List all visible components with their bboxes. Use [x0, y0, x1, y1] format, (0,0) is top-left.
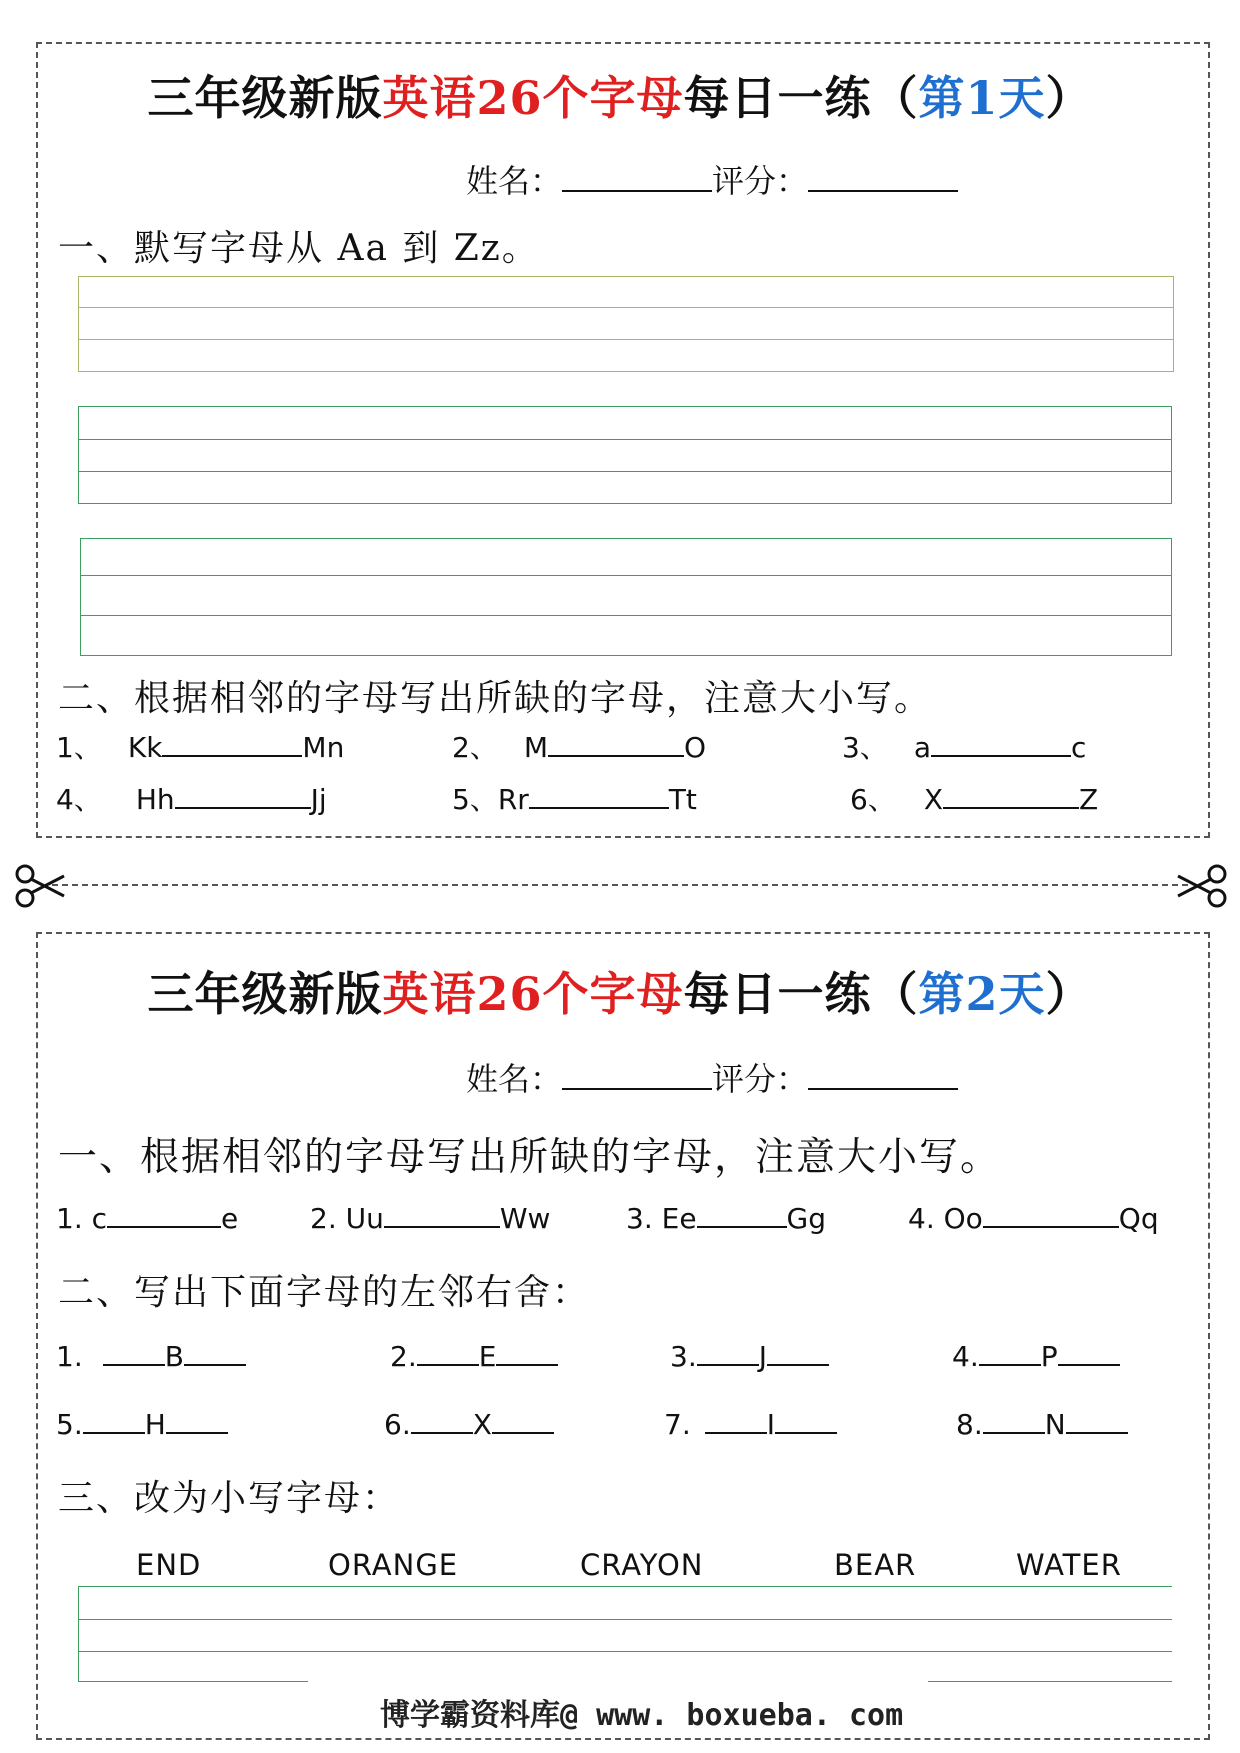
title-end: ）: [1045, 967, 1093, 1021]
name-field[interactable]: [562, 182, 712, 192]
q-letter: P: [1040, 1340, 1058, 1373]
q-letter: B: [164, 1340, 184, 1373]
question-5: [452, 778, 697, 818]
title-mid: 每日一练（: [683, 71, 919, 125]
word-5: WATER: [1016, 1548, 1122, 1582]
title-day2: [0, 958, 1240, 1024]
answer-blank[interactable]: [697, 1218, 787, 1228]
q-letter-after: Tt: [668, 783, 697, 816]
word-4: BEAR: [834, 1548, 917, 1582]
q-number: 8.: [956, 1408, 983, 1441]
answer-blank[interactable]: [983, 1218, 1119, 1228]
word-2: ORANGE: [328, 1548, 459, 1582]
neighbor-5: [56, 1408, 228, 1441]
neighbor-6: [384, 1408, 554, 1441]
writing-grid-2[interactable]: [78, 406, 1172, 504]
title-prefix: 三年级新版: [147, 71, 383, 125]
neighbor-8: [956, 1408, 1128, 1441]
q-number: 1.: [56, 1202, 92, 1235]
q-letter-before: Oo: [943, 1202, 983, 1235]
answer-blank[interactable]: [384, 1218, 500, 1228]
question-6: [850, 778, 1098, 818]
q-number: 2.: [310, 1202, 346, 1235]
q-letter-after: Ww: [499, 1202, 551, 1235]
name-label: 姓名：: [466, 162, 563, 200]
name-label: 姓名：: [466, 1060, 563, 1098]
question-4: [908, 1202, 1159, 1235]
q-number: 2、: [452, 731, 498, 764]
q-letter: I: [766, 1408, 775, 1441]
answer-blank[interactable]: [162, 747, 302, 757]
section-heading-2: 二、根据相邻的字母写出所缺的字母，注意大小写。: [58, 678, 933, 719]
q-letter-before: Rr: [497, 783, 529, 816]
writing-grid-3[interactable]: [80, 538, 1172, 656]
title-red: 英语26个字母: [382, 967, 684, 1021]
title-day-number: 第2天: [918, 967, 1046, 1021]
q-number: 6.: [384, 1408, 411, 1441]
left-blank[interactable]: [979, 1356, 1041, 1366]
right-blank[interactable]: [775, 1424, 837, 1434]
watermark: 博学霸资料库@ www. boxueba. com: [380, 1698, 904, 1733]
q-letter-before: M: [523, 731, 548, 764]
question-2: [452, 726, 706, 766]
q-number: 3.: [670, 1340, 697, 1373]
left-blank[interactable]: [83, 1424, 145, 1434]
q-letter: N: [1044, 1408, 1066, 1441]
q-letter: E: [478, 1340, 497, 1373]
q-letter-after: Z: [1079, 783, 1099, 816]
q-letter-before: X: [923, 783, 944, 816]
left-blank[interactable]: [103, 1356, 165, 1366]
q-number: 3、: [842, 731, 888, 764]
left-blank[interactable]: [417, 1356, 479, 1366]
q-number: 1.: [56, 1340, 83, 1373]
q-number: 3.: [626, 1202, 662, 1235]
right-blank[interactable]: [184, 1356, 246, 1366]
q-letter-after: Jj: [310, 783, 327, 816]
q-letter-before: Hh: [135, 783, 175, 816]
right-blank[interactable]: [1058, 1356, 1120, 1366]
name-field[interactable]: [562, 1080, 712, 1090]
name-score-row: [466, 1054, 958, 1100]
answer-blank[interactable]: [943, 799, 1079, 809]
answer-blank[interactable]: [107, 1218, 221, 1228]
q-letter-after: O: [684, 731, 707, 764]
word-3: CRAYON: [580, 1548, 704, 1582]
q-number: 7.: [664, 1408, 691, 1441]
title-prefix: 三年级新版: [147, 967, 383, 1021]
q-letter-after: Mn: [302, 731, 345, 764]
q-letter: H: [144, 1408, 166, 1441]
section-heading-2: 二、写出下面字母的左邻右舍：: [58, 1272, 591, 1313]
score-field[interactable]: [808, 1080, 958, 1090]
left-blank[interactable]: [697, 1356, 759, 1366]
left-blank[interactable]: [705, 1424, 767, 1434]
title-day1: [0, 62, 1240, 128]
q-letter-before: a: [913, 731, 931, 764]
answer-blank[interactable]: [175, 799, 311, 809]
title-day-number: 第1天: [918, 71, 1046, 125]
score-label: 评分：: [712, 162, 809, 200]
left-blank[interactable]: [983, 1424, 1045, 1434]
q-letter-after: Qq: [1118, 1202, 1159, 1235]
q-number: 5.: [56, 1408, 83, 1441]
neighbor-7: [664, 1408, 837, 1441]
title-red: 英语26个字母: [382, 71, 684, 125]
answer-blank[interactable]: [548, 747, 684, 757]
right-blank[interactable]: [1066, 1424, 1128, 1434]
word-1: END: [136, 1548, 202, 1582]
neighbor-4: [952, 1340, 1120, 1373]
question-4: [56, 778, 327, 818]
writing-grid-1[interactable]: [78, 276, 1174, 372]
scissors-left-icon: [14, 862, 66, 910]
question-1: [56, 1202, 238, 1235]
q-number: 4.: [908, 1202, 944, 1235]
q-number: 4.: [952, 1340, 979, 1373]
grid-bottom-left: [78, 1681, 308, 1682]
question-1: [56, 726, 344, 766]
neighbor-1: [56, 1340, 246, 1373]
left-blank[interactable]: [411, 1424, 473, 1434]
scissors-right-icon: [1176, 862, 1228, 910]
section-heading-1: 一、默写字母从 Aa 到 Zz。: [58, 228, 540, 269]
answer-blank[interactable]: [931, 747, 1071, 757]
question-3: [626, 1202, 826, 1235]
name-score-row: [466, 156, 958, 202]
q-number: 5、: [452, 783, 498, 816]
answer-blank[interactable]: [529, 799, 669, 809]
question-3: [842, 726, 1086, 766]
q-letter: J: [758, 1340, 767, 1373]
cut-line: [52, 884, 1188, 886]
neighbor-3: [670, 1340, 829, 1373]
score-label: 评分：: [712, 1060, 809, 1098]
question-2: [310, 1202, 550, 1235]
q-letter: X: [472, 1408, 492, 1441]
grid-bottom-right: [928, 1681, 1172, 1682]
title-end: ）: [1045, 71, 1093, 125]
q-number: 4、: [56, 783, 102, 816]
q-letter-before: Ee: [661, 1202, 697, 1235]
score-field[interactable]: [808, 182, 958, 192]
q-letter-before: Uu: [345, 1202, 384, 1235]
right-blank[interactable]: [166, 1424, 228, 1434]
q-letter-after: c: [1071, 731, 1087, 764]
q-number: 2.: [390, 1340, 417, 1373]
right-blank[interactable]: [767, 1356, 829, 1366]
q-letter-before: Kk: [127, 731, 163, 764]
title-mid: 每日一练（: [683, 967, 919, 1021]
q-number: 1、: [56, 731, 102, 764]
section-heading-3: 三、改为小写字母：: [58, 1478, 401, 1519]
writing-grid-4[interactable]: [78, 1586, 1172, 1682]
q-letter-after: Gg: [786, 1202, 827, 1235]
q-number: 6、: [850, 783, 896, 816]
q-letter-before: c: [91, 1202, 108, 1235]
q-letter-after: e: [221, 1202, 239, 1235]
right-blank[interactable]: [492, 1424, 554, 1434]
neighbor-2: [390, 1340, 558, 1373]
right-blank[interactable]: [496, 1356, 558, 1366]
section-heading-1: 一、根据相邻的字母写出所缺的字母，注意大小写。: [58, 1135, 1002, 1180]
